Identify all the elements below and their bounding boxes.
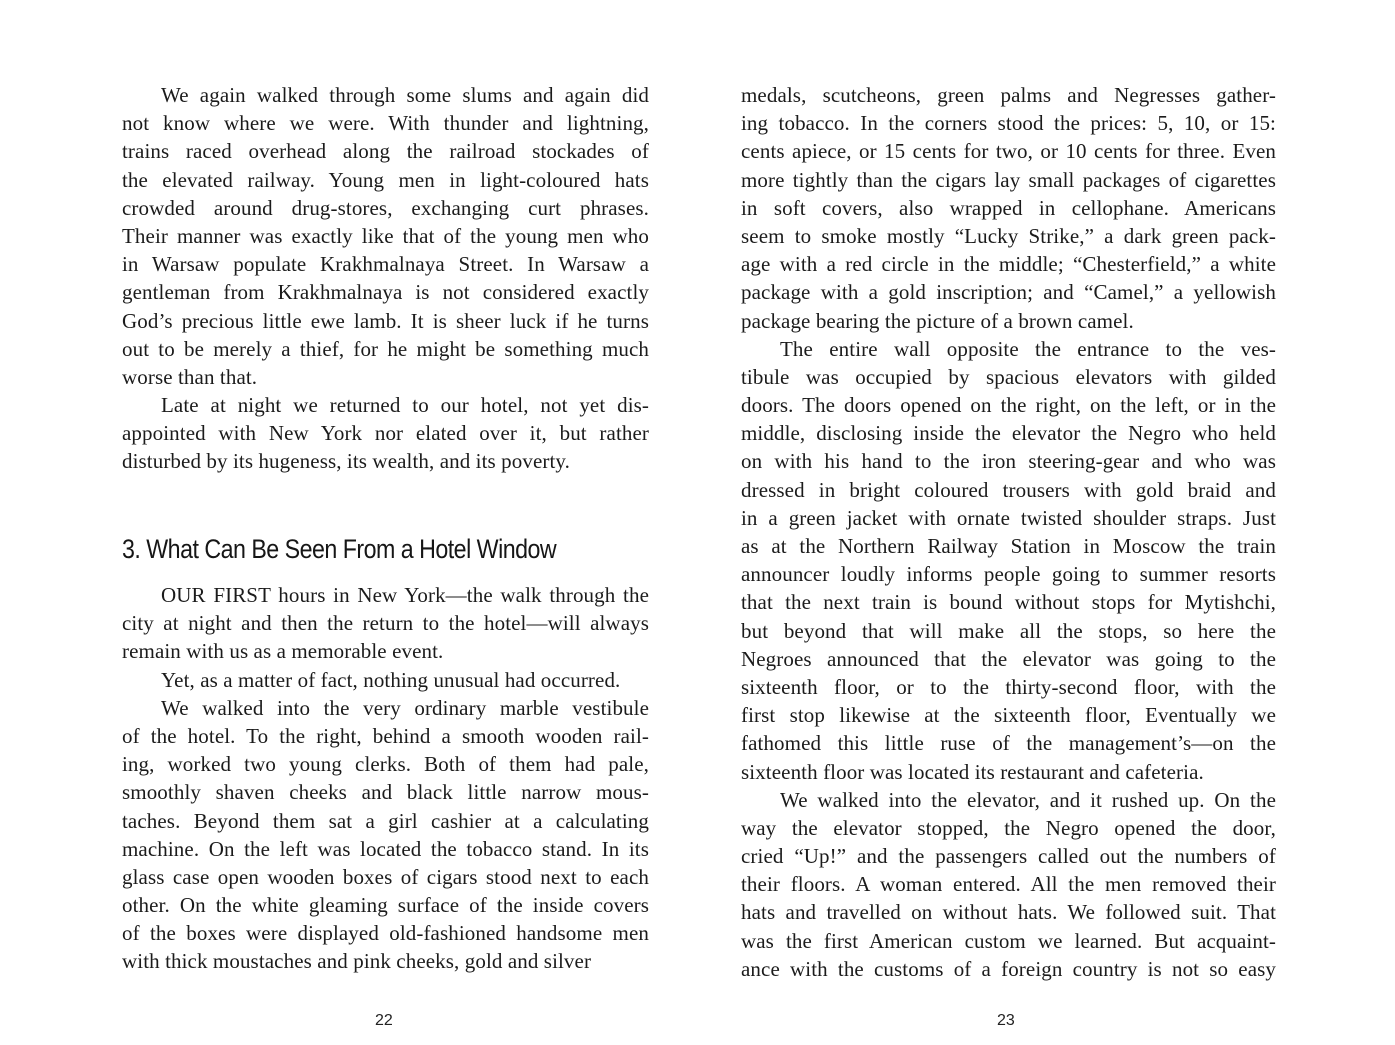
text-line: cents apiece, or 15 cents for two, or 10 cents for three. Even [741, 139, 1276, 164]
text-line: Their manner was exactly like that of the young men who [122, 223, 649, 248]
page-number-left: 22 [375, 1012, 393, 1029]
text-line: but beyond that will make all the stops, so here the [741, 618, 1276, 643]
text-line: disturbed by its hugeness, its wealth, and its poverty. [122, 449, 570, 474]
text-line: was the first American custom we learned. But acquaint- [741, 928, 1276, 953]
text-line: city at night and then the return to the hotel—will always [122, 611, 649, 636]
text-line: with thick moustaches and pink cheeks, gold and silver [122, 949, 592, 974]
text-line: in Warsaw populate Krakhmalnaya Street. In Warsaw a [122, 252, 649, 277]
text-line: medals, scutcheons, green palms and Negresses gather- [741, 83, 1276, 107]
text-line: other. On the white gleaming surface of the inside covers [122, 893, 649, 918]
text-line: remain with us as a memorable event. [122, 639, 444, 664]
text-line: Yet, as a matter of fact, nothing unusual had occurred. [161, 667, 621, 692]
text-line: We walked into the elevator, and it rushed up. On the [780, 787, 1276, 812]
text-line: that the next train is bound without stops for Mytishchi, [741, 590, 1276, 615]
text-line: glass case open wooden boxes of cigars stood next to each [122, 864, 649, 889]
text-line: cried “Up!” and the passengers called out the numbers of [741, 844, 1276, 869]
text-line: the elevated railway. Young men in light-coloured hats [122, 167, 649, 192]
text-line: ing tobacco. In the corners stood the prices: 5, 10, or 15: [741, 111, 1276, 136]
text-line: OUR FIRST hours in New York—the walk through the [161, 583, 649, 607]
text-line: of the hotel. To the right, behind a smooth wooden rail- [122, 723, 649, 748]
text-line: hats and travelled on without hats. We followed suit. That [741, 900, 1276, 925]
text-line: We again walked through some slums and again did [161, 83, 649, 107]
text-line: The entire wall opposite the entrance to the ves- [780, 336, 1276, 361]
text-line: announcer loudly informs people going to summer resorts [741, 562, 1276, 587]
text-line: not know where we were. With thunder and lightning, [122, 111, 649, 136]
right-page-text [741, 81, 1276, 983]
text-line: way the elevator stopped, the Negro opened the door, [741, 815, 1276, 840]
text-line: middle, disclosing inside the elevator the Negro who held [741, 421, 1276, 446]
text-line: on with his hand to the iron steering-gear and who was [741, 449, 1276, 474]
text-line: sixteenth floor was located its restaurant and cafeteria. [741, 759, 1204, 784]
text-line: in soft covers, also wrapped in cellophane. Americans [741, 195, 1276, 220]
text-line: package bearing the picture of a brown camel. [741, 308, 1134, 333]
text-line: package with a gold inscription; and “Camel,” a yellowish [741, 280, 1276, 305]
text-line: more tightly than the cigars lay small packages of cigarettes [741, 167, 1276, 192]
text-line: Late at night we returned to our hotel, not yet dis- [161, 393, 649, 418]
text-line: Negroes announced that the elevator was going to the [741, 646, 1276, 671]
left-page [0, 0, 697, 1045]
page-number-right: 23 [997, 1012, 1015, 1029]
text-line: age with a red circle in the middle; “Chesterfield,” a white [741, 252, 1276, 277]
text-line: their floors. A woman entered. All the men removed their [741, 872, 1276, 897]
text-line: machine. On the left was located the tobacco stand. In its [122, 836, 649, 861]
text-line: ance with the customs of a foreign country is not so easy [741, 956, 1276, 981]
text-line: tibule was occupied by spacious elevators with gilded [741, 364, 1276, 389]
text-line: as at the Northern Railway Station in Moscow the train [741, 534, 1276, 558]
text-line: first stop likewise at the sixteenth floor, Eventually we [741, 703, 1276, 728]
text-line: God’s precious little ewe lamb. It is sheer luck if he turns [122, 308, 649, 333]
text-line: fathomed this little ruse of the management’s—on the [741, 731, 1276, 756]
text-line: seem to smoke mostly “Lucky Strike,” a dark green pack- [741, 223, 1276, 248]
text-line: We walked into the very ordinary marble vestibule [161, 695, 649, 720]
text-line: crowded around drug-stores, exchanging curt phrases. [122, 195, 649, 220]
text-line: worse than that. [122, 364, 258, 389]
text-line: in a green jacket with ornate twisted shoulder straps. Just [741, 505, 1276, 530]
text-line: taches. Beyond them sat a girl cashier at a calculating [122, 808, 649, 833]
text-line: trains raced overhead along the railroad stockades of [122, 139, 649, 164]
text-line: doors. The doors opened on the right, on the left, or in the [741, 393, 1276, 418]
text-line: sixteenth floor, or to the thirty-second floor, with the [741, 674, 1276, 699]
right-page [697, 0, 1395, 1045]
text-line: of the boxes were displayed old-fashioned handsome men [122, 921, 649, 946]
text-line: appointed with New York nor elated over it, but rather [122, 421, 649, 446]
text-line: dressed in bright coloured trousers with gold braid and [741, 477, 1276, 502]
text-line: smoothly shaven cheeks and black little narrow mous- [122, 780, 649, 805]
left-page-text-bottom [122, 581, 649, 976]
left-page-text-top [122, 81, 649, 476]
text-line: out to be merely a thief, for he might be something much [122, 336, 649, 361]
text-line: ing, worked two young clerks. Both of them had pale, [122, 752, 649, 777]
section-heading: 3. What Can Be Seen From a Hotel Window [122, 534, 557, 564]
text-line: gentleman from Krakhmalnaya is not considered exactly [122, 280, 649, 305]
